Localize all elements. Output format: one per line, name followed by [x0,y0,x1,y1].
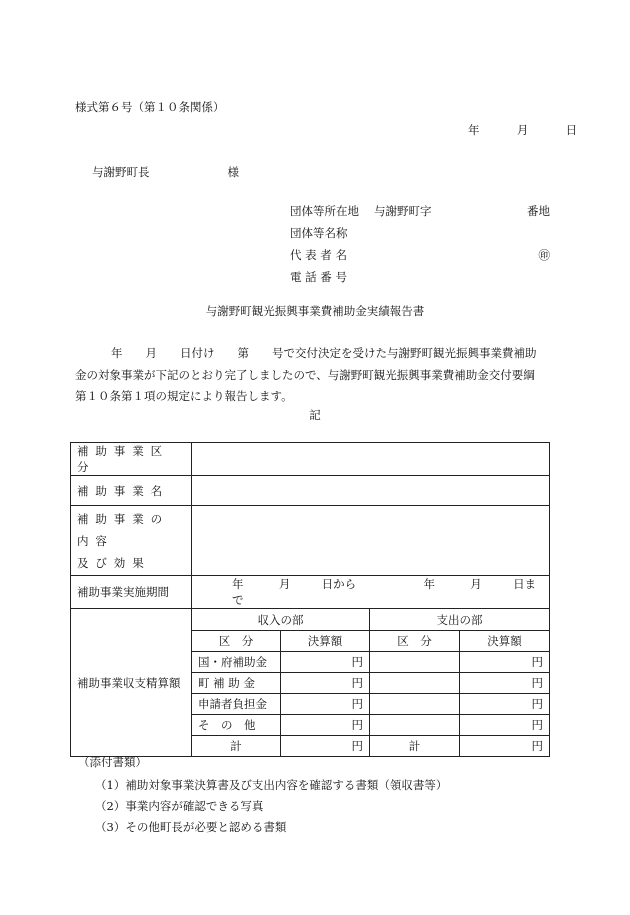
expense-amount-2[interactable]: 円 [460,673,550,694]
expense-total-amount[interactable]: 円 [460,736,550,757]
date-month: 月 [516,123,529,137]
expense-category-4[interactable] [370,715,460,736]
address-label: 団体等所在地 [290,204,359,218]
applicant-rep-row [290,246,550,268]
period-from-day: 日から [321,577,357,591]
attachments-list [95,776,447,839]
income-amount-1[interactable]: 円 [281,652,370,673]
field-category[interactable] [192,443,550,476]
attachments-heading: （添付書類） [78,755,147,769]
applicant-block [290,202,550,290]
address-suffix: 番地 [527,204,550,218]
income-amount-3[interactable]: 円 [281,694,370,715]
expense-category-2[interactable] [370,673,460,694]
expense-category-1[interactable] [370,652,460,673]
income-amount-2[interactable]: 円 [281,673,370,694]
expense-amount-4[interactable]: 円 [460,715,550,736]
label-content-line-2: 及び効果 [77,555,151,570]
addressee [92,164,239,180]
income-total-label: 計 [192,736,281,757]
expense-category-3[interactable] [370,694,460,715]
expense-amount-1[interactable]: 円 [460,652,550,673]
addressee-honorific: 様 [227,165,239,179]
label-period: 補助事業実施期間 [71,576,192,609]
row-category [71,443,550,476]
income-col-amount: 決算額 [281,631,370,652]
row-period [71,576,550,609]
body-line-3: 第１０条第１項の規定により報告します。 [75,389,293,403]
field-name[interactable] [192,476,550,506]
expense-col-amount: 決算額 [460,631,550,652]
budget-header-row [71,609,550,631]
expense-header: 支出の部 [370,609,550,631]
body-line-1: 年 月 日付け 第 号で交付決定を受けた与謝野町観光振興事業費補助 [111,346,537,360]
income-category-4: そ の 他 [192,715,281,736]
expense-col-category: 区 分 [370,631,460,652]
attachment-item-2: （2）事業内容が確認できる写真 [95,799,264,813]
seal-mark: ㊞ [538,248,550,262]
date-day: 日 [565,123,578,137]
address-value: 与謝野町字 [374,204,432,218]
field-period[interactable] [192,576,550,609]
label-content [71,506,192,576]
period-to-year: 年 [423,577,435,591]
expense-amount-3[interactable]: 円 [460,694,550,715]
income-category-2: 町 補 助 金 [192,673,281,694]
body-line-2: 金の対象事業が下記のとおり完了しましたので、与謝野町観光振興事業費補助金交付要綱 [75,367,535,382]
income-category-3: 申請者負担金 [192,694,281,715]
label-budget: 補助事業収支精算額 [71,609,192,757]
period-from-year: 年 [232,577,244,591]
income-amount-4[interactable]: 円 [281,715,370,736]
attachment-item-1: （1）補助対象事業決算書及び支出内容を確認する書類（領収書等） [95,778,448,792]
addressee-name: 与謝野町長 [92,165,150,179]
date-year: 年 [468,123,480,137]
field-content[interactable] [192,506,550,576]
applicant-phone-row [290,268,550,290]
label-content-line-1: 補助事業の内容 [77,511,169,548]
rep-label: 代 表 者 名 [290,248,347,262]
ki-marker: 記 [309,408,321,422]
period-to-day: 日まで [232,577,537,607]
applicant-name-row [290,224,550,246]
expense-total-label: 計 [370,736,460,757]
label-name: 補助事業名 [71,476,192,506]
phone-label: 電 話 番 号 [290,270,347,284]
document-title: 与謝野町観光振興事業費補助金実績報告書 [205,304,425,318]
row-content [71,506,550,576]
income-total-amount[interactable]: 円 [281,736,370,757]
date-line [468,122,577,138]
row-name [71,476,550,506]
period-to-month: 月 [470,577,482,591]
attachment-item-3: （3）その他町長が必要と認める書類 [95,820,287,834]
label-category: 補助事業区分 [71,443,192,476]
income-header: 収入の部 [192,609,370,631]
form-number: 様式第６号（第１０条関係） [75,100,225,114]
name-label: 団体等名称 [290,226,348,240]
report-table [70,442,550,757]
applicant-address-row [290,202,550,224]
body-text [75,343,555,408]
income-category-1: 国・府補助金 [192,652,281,673]
income-col-category: 区 分 [192,631,281,652]
period-from-month: 月 [278,577,291,591]
